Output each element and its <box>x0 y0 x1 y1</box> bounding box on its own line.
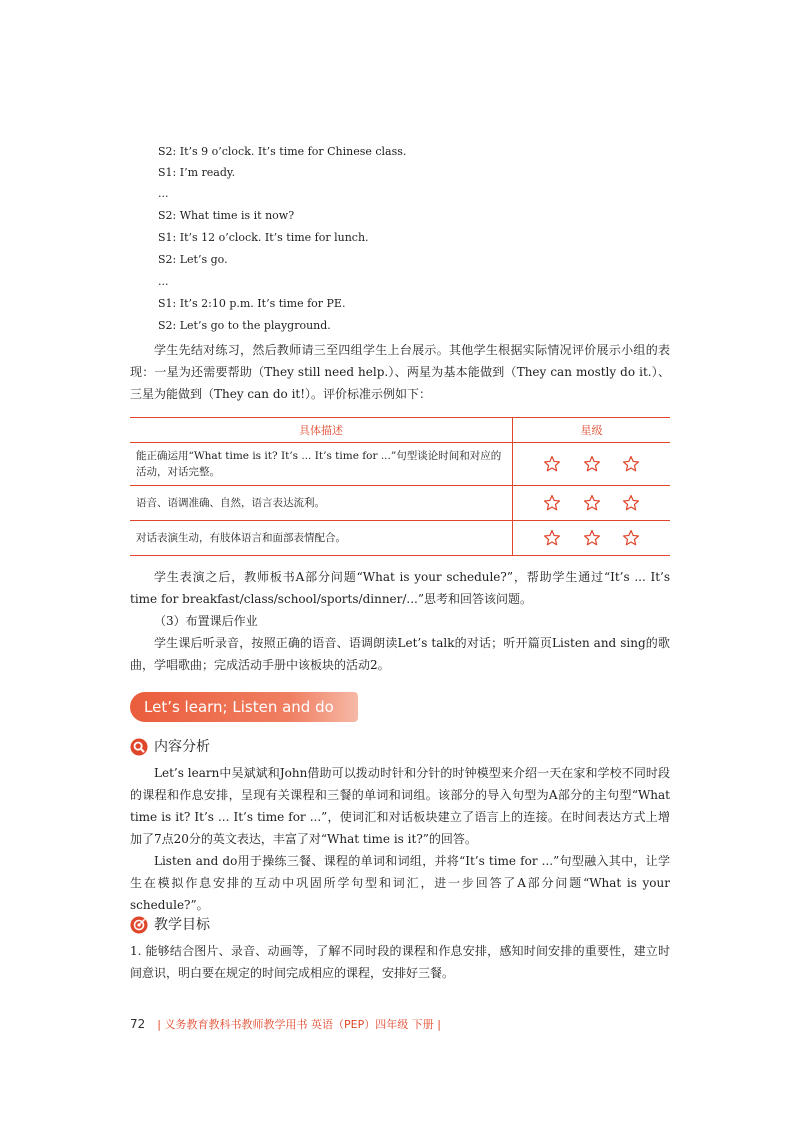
dialogue-line: S1: It’s 12 o’clock. It’s time for lunch. <box>158 231 369 244</box>
dialogue-line: S2: What time is it now? <box>158 209 295 222</box>
eval-intro: 学生先结对练习，然后教师请三至四组学生上台展示。其他学生根据实际情况评价展示小组的表现：一星为还需要帮助（They still need help.）、两星为基本能做到（They can mostly do it.）、三星为能做到（They can do it!）。评价标准示例如下： <box>130 343 670 401</box>
goals-title: 教学目标 <box>154 917 210 933</box>
star-rating <box>513 486 671 521</box>
analysis-heading <box>130 736 210 758</box>
homework-paragraph: 学生课后听录音，按照正确的语音、语调朗读Let’s talk的对话；听开篇页Listen and sing的歌曲，学唱歌曲；完成活动手册中该板块的活动2。 <box>130 636 670 672</box>
star-rating <box>513 521 671 556</box>
star-icon <box>543 494 561 512</box>
table-header-row <box>130 418 670 443</box>
table-cell-description: 对话表演生动，有肢体语言和面部表情配合。 <box>130 521 513 556</box>
table-row <box>130 486 670 521</box>
star-icon <box>622 529 640 547</box>
analysis-title: 内容分析 <box>154 739 210 755</box>
goal-item: 1. 能够结合图片、录音、动画等，了解不同时段的课程和作息安排，感知时间安排的重要性，建立时间意识，明白要在规定的时间完成相应的课程，安排好三餐。 <box>130 944 670 980</box>
table-header-description: 具体描述 <box>130 418 513 443</box>
dialogue-line: S2: It’s 9 o’clock. It’s time for Chinese class. <box>158 145 407 158</box>
page-footer <box>130 1016 441 1032</box>
dialogue-line: ... <box>158 275 169 288</box>
table-row <box>130 521 670 556</box>
page-number: 72 <box>130 1017 146 1031</box>
goals-heading <box>130 914 210 936</box>
star-rating <box>513 443 671 486</box>
homework-title: （3）布置课后作业 <box>154 614 258 628</box>
star-icon <box>622 494 640 512</box>
magnifier-icon <box>130 738 148 756</box>
star-icon <box>583 529 601 547</box>
dialogue-line: S2: Let’s go. <box>158 253 228 266</box>
section-banner: Let’s learn; Listen and do <box>130 692 358 722</box>
target-icon <box>130 916 148 934</box>
dialogue-line: S2: Let’s go to the playground. <box>158 319 331 332</box>
dialogue-line: S1: I’m ready. <box>158 166 236 179</box>
star-icon <box>622 455 640 473</box>
analysis-paragraph-1: Let’s learn中吴斌斌和John借助可以拨动时针和分针的时钟模型来介绍一天在家和学校不同时段的课程和作息安排，呈现有关课程和三餐的单词和词组。该部分的导入句型为A部分的主句型“What time is it? It’s ... It’s time for ...”，使词汇和对话板块建立了语言上的连接。在时间表达方式上增加了7点20分的英文表达，丰富了对“What time is it?”的回答。 <box>130 766 670 846</box>
star-icon <box>583 494 601 512</box>
book-title: | 义务教育教科书教师教学用书 英语（PEP）四年级 下册 | <box>157 1018 441 1031</box>
after-perform-paragraph: 学生表演之后，教师板书A部分问题“What is your schedule?”，帮助学生通过“It’s ... It’s time for breakfast/class/school/sports/dinner/...”思考和回答该问题。 <box>130 570 670 606</box>
star-icon <box>543 529 561 547</box>
analysis-paragraph-2: Listen and do用于操练三餐、课程的单词和词组，并将“It’s time for ...”句型融入其中，让学生在模拟作息安排的互动中巩固所学句型和词汇，进一步回答了A部分问题“What is your schedule?”。 <box>130 854 670 912</box>
dialogue-line: ... <box>158 187 169 200</box>
dialogue-line: S1: It’s 2:10 p.m. It’s time for PE. <box>158 297 346 310</box>
table-cell-description: 语音、语调准确、自然，语言表达流利。 <box>130 486 513 521</box>
table-row <box>130 443 670 486</box>
table-cell-description: 能正确运用“What time is it? It’s ... It’s time for ...”句型谈论时间和对应的活动，对话完整。 <box>130 443 513 486</box>
star-icon <box>543 455 561 473</box>
evaluation-table <box>130 417 670 556</box>
table-header-stars: 星级 <box>513 418 671 443</box>
star-icon <box>583 455 601 473</box>
